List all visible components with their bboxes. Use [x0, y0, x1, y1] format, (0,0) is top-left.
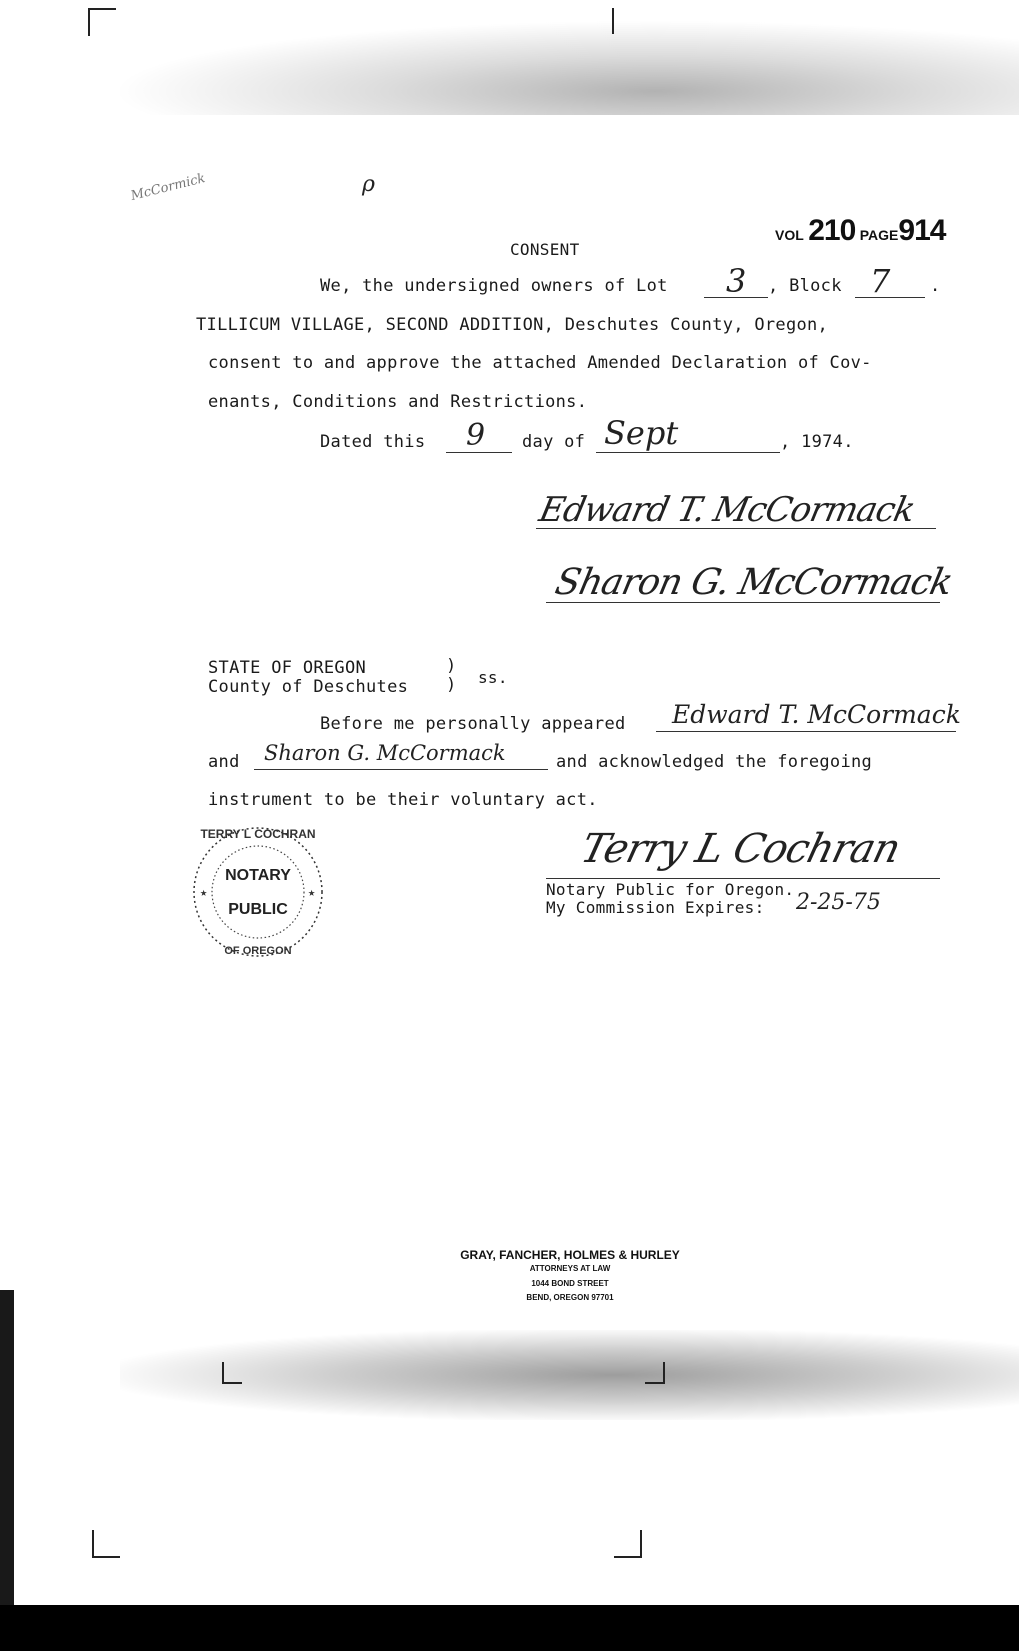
venue-state: STATE OF OREGON: [208, 658, 367, 678]
month-underline: [596, 452, 780, 453]
ack-name-2: Sharon G. McCormack: [264, 741, 506, 765]
dated-mid: day of: [522, 432, 586, 452]
day-underline: [446, 452, 512, 453]
block-underline: [855, 297, 925, 298]
consent-line-4: enants, Conditions and Restrictions.: [208, 392, 588, 412]
page-number: 914: [898, 214, 946, 247]
dated-pre: Dated this: [320, 432, 426, 452]
seal-star-left: ★: [200, 885, 208, 899]
scan-shadow-bottom: [120, 1330, 1019, 1420]
firm-name: GRAY, FANCHER, HOLMES & HURLEY: [460, 1248, 680, 1262]
document-title: CONSENT: [510, 240, 580, 259]
ack-and: and: [208, 752, 240, 772]
ack-post: and acknowledged the foregoing: [556, 752, 873, 772]
firm-line-3: BEND, OREGON 97701: [526, 1293, 614, 1302]
seal-center-text-2: PUBLIC: [228, 901, 288, 918]
ack-before-pre: Before me personally appeared: [320, 714, 626, 734]
seal-bottom-text: OF OREGON: [224, 945, 292, 957]
vol-page-stamp: [775, 214, 945, 248]
margin-note: McCormick: [129, 171, 207, 204]
ack-line-3: instrument to be their voluntary act.: [208, 790, 598, 810]
owner-signature-2-line: [546, 602, 940, 603]
block-number: 7: [870, 262, 891, 300]
notary-expires-label: My Commission Expires:: [546, 898, 765, 917]
line-1-end: .: [930, 276, 941, 296]
ack-name-2-line: [254, 769, 548, 770]
lot-underline: [704, 297, 768, 298]
seal-star-right: ★: [308, 885, 316, 899]
notary-seal: [180, 820, 340, 960]
owner-signature-1-line: [536, 528, 936, 529]
venue-county: County of Deschutes: [208, 677, 409, 697]
venue-brace-2: ): [446, 675, 457, 695]
seal-top-text: TERRY L COCHRAN: [200, 827, 316, 841]
owner-signature-1: Edward T. McCormack: [535, 490, 919, 530]
seal-center-text-1: NOTARY: [225, 867, 291, 884]
crop-mark-top-right: [612, 8, 614, 34]
scan-left-edge: [0, 1290, 14, 1620]
firm-line-2: 1044 BOND STREET: [531, 1279, 609, 1288]
block-label: , Block: [768, 276, 842, 296]
scan-shadow-top: [110, 20, 1019, 115]
crop-mark-top-left: [88, 8, 116, 36]
notary-signature: Terry L Cochran: [576, 826, 905, 872]
crop-mark-bottom-left: [92, 1530, 120, 1558]
notary-expires-date: 2-25-75: [796, 890, 881, 915]
vol-label: VOL: [775, 227, 804, 243]
crop-mark-mid-right: [645, 1362, 665, 1384]
dated-day: 9: [466, 418, 486, 453]
scan-black-edge: [0, 1605, 1019, 1651]
lot-number: 3: [726, 262, 747, 300]
venue-ss: ss.: [478, 668, 508, 687]
vol-number: 210: [808, 214, 856, 247]
venue-brace-1: ): [446, 656, 457, 676]
ack-name-1: Edward T. McCormack: [672, 700, 961, 729]
ack-name-1-line: [656, 731, 956, 732]
consent-line-1-pre: We, the undersigned owners of Lot: [320, 276, 668, 296]
consent-line-2: TILLICUM VILLAGE, SECOND ADDITION, Deschutes County, Oregon,: [196, 315, 829, 335]
dated-year: , 1974.: [780, 432, 854, 452]
notary-title: Notary Public for Oregon.: [546, 880, 795, 899]
crop-mark-mid-left: [222, 1362, 242, 1384]
firm-line-1: ATTORNEYS AT LAW: [529, 1264, 611, 1273]
crop-mark-bottom-right: [614, 1530, 642, 1558]
page-label: PAGE: [859, 227, 899, 243]
margin-mark: ρ: [362, 172, 375, 197]
consent-line-3: consent to and approve the attached Amended Declaration of Cov-: [208, 353, 872, 373]
owner-signature-2: Sharon G. McCormack: [551, 562, 956, 603]
notary-signature-line: [546, 878, 940, 879]
dated-month: Sept: [604, 414, 679, 452]
